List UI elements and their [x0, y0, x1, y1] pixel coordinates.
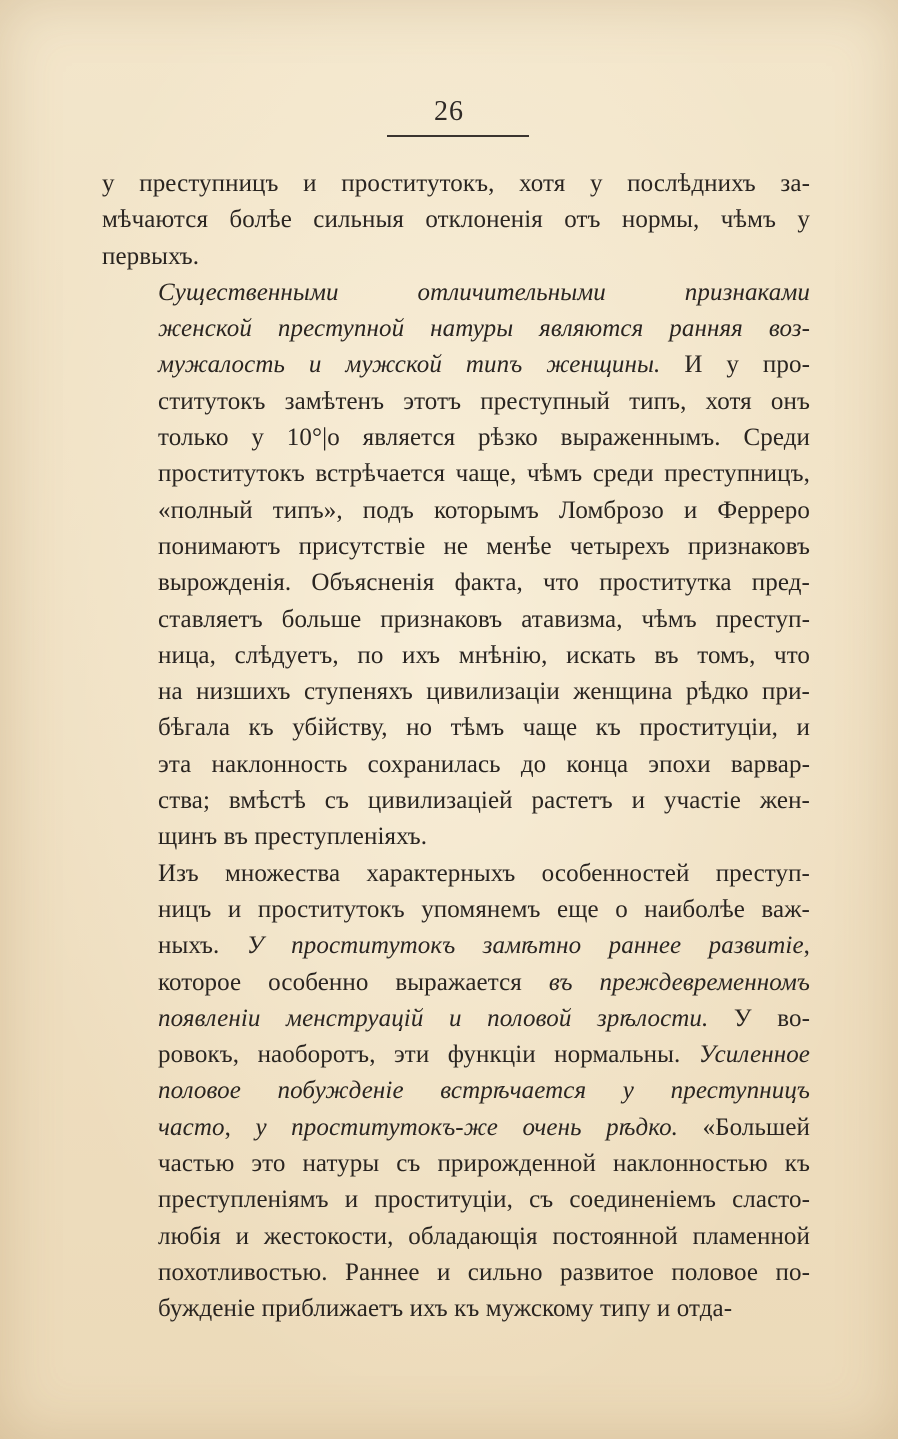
text-segment: проститутокъ встрѣчается чаще, чѣмъ среди преступницъ,	[158, 460, 810, 488]
text-segment: первыхъ.	[102, 242, 200, 270]
italic-text: женской преступной натуры являются ранняя воз-	[158, 315, 810, 343]
text-segment: ницъ и проститутокъ упомянемъ еще о наиболѣе важ-	[158, 895, 810, 923]
text-segment: щинъ въ преступленіяхъ.	[158, 823, 428, 851]
paragraph	[102, 275, 810, 856]
text-line	[102, 493, 810, 529]
text-segment: ровокъ, наоборотъ, эти функціи нормальны.	[158, 1041, 699, 1069]
italic-text: половое побужденіе встрѣчается у преступницъ	[158, 1077, 810, 1105]
text-segment: вырожденія. Объясненія факта, что проститутка пред-	[158, 569, 810, 597]
text-line	[102, 384, 810, 420]
text-line	[102, 602, 810, 638]
text-segment: эта наклонность сохранилась до конца эпохи варвар-	[158, 750, 810, 778]
text-line	[102, 674, 810, 710]
text-segment: понимаютъ присутствіе не менѣе четырехъ признаковъ	[158, 532, 810, 560]
text-segment: у преступницъ и проститутокъ, хотя у послѣднихъ за-	[102, 170, 810, 197]
text-segment: бужденіе приближаетъ ихъ къ мужскому типу и отда-	[158, 1295, 733, 1323]
text-line	[102, 311, 810, 347]
text-segment: «полный типъ», подъ которымъ Ломброзо и Ферреро	[158, 496, 810, 524]
text-line	[102, 1182, 810, 1218]
text-line	[102, 275, 810, 311]
text-line	[102, 783, 810, 819]
text-segment: которое особенно выражается	[158, 968, 549, 996]
text-line	[102, 892, 810, 928]
italic-text: мужалость и мужской типъ женщины.	[158, 351, 661, 379]
text-segment: ститутокъ замѣтенъ этотъ преступный типъ, хотя онъ	[158, 387, 810, 415]
text-segment: ,	[803, 932, 810, 960]
text-segment: ныхъ.	[158, 932, 247, 960]
text-line	[102, 1037, 810, 1073]
text-line	[102, 928, 810, 964]
text-segment: ставляетъ больше признаковъ атавизма, чѣмъ преступ-	[158, 605, 810, 633]
body-text	[102, 166, 810, 1328]
text-segment: И у про-	[660, 351, 810, 379]
italic-text: Усиленное	[698, 1041, 810, 1069]
paragraph	[102, 166, 810, 275]
italic-text: У проститутокъ замѣтно раннее развитіе	[246, 932, 804, 960]
text-line	[102, 1255, 810, 1291]
text-segment: ,	[224, 1113, 256, 1141]
text-segment: У во-	[708, 1004, 811, 1032]
text-line	[102, 166, 810, 202]
italic-text: часто	[158, 1113, 225, 1141]
text-line	[102, 1110, 810, 1146]
text-line	[102, 638, 810, 674]
text-line	[102, 202, 810, 238]
italic-text: у проститутокъ-же очень рѣдко.	[255, 1113, 679, 1141]
text-segment: похотливостью. Раннее и сильно развитое половое по-	[158, 1258, 810, 1286]
text-segment: мѣчаются болѣе сильныя отклоненія отъ нормы, чѣмъ у	[102, 206, 810, 234]
page-number: 26	[434, 96, 464, 127]
text-segment: «Большей	[678, 1113, 810, 1141]
text-line	[102, 347, 810, 383]
text-segment: ства; вмѣстѣ съ цивилизаціей растетъ и участіе жен-	[158, 787, 810, 815]
text-line	[102, 1001, 810, 1037]
text-segment: любія и жестокости, обладающія постоянной пламенной	[158, 1222, 810, 1250]
text-segment: ница, слѣдуетъ, по ихъ мнѣнію, искать въ томъ, что	[158, 641, 810, 669]
text-line	[102, 819, 810, 855]
text-line	[102, 420, 810, 456]
italic-text: въ преждевременномъ	[548, 968, 811, 996]
text-line	[102, 239, 810, 275]
text-segment: частью это натуры съ прирожденной наклонностью къ	[158, 1150, 810, 1178]
text-segment: бѣгала къ убійству, но тѣмъ чаще къ проституціи, и	[158, 714, 810, 742]
text-line	[102, 1146, 810, 1182]
text-line	[102, 1291, 810, 1327]
text-segment: только у 10°|o является рѣзко выраженнымъ. Среди	[158, 424, 810, 452]
italic-text: Существенными отличительными признаками	[158, 278, 810, 306]
text-line	[102, 856, 810, 892]
text-line	[102, 529, 810, 565]
header-rule	[387, 135, 529, 137]
text-segment: преступленіямъ и проституціи, съ соединеніемъ сласто-	[158, 1186, 810, 1214]
text-line	[102, 710, 810, 746]
text-segment: Изъ множества характерныхъ особенностей преступ-	[158, 859, 810, 887]
text-line	[102, 1073, 810, 1109]
text-line	[102, 565, 810, 601]
text-line	[102, 456, 810, 492]
text-segment: на низшихъ ступеняхъ цивилизаціи женщина рѣдко при-	[158, 678, 810, 706]
text-line	[102, 1219, 810, 1255]
text-line	[102, 965, 810, 1001]
paragraph	[102, 856, 810, 1328]
italic-text: появленіи менструацій и половой зрѣлости.	[158, 1004, 709, 1032]
text-line	[102, 747, 810, 783]
